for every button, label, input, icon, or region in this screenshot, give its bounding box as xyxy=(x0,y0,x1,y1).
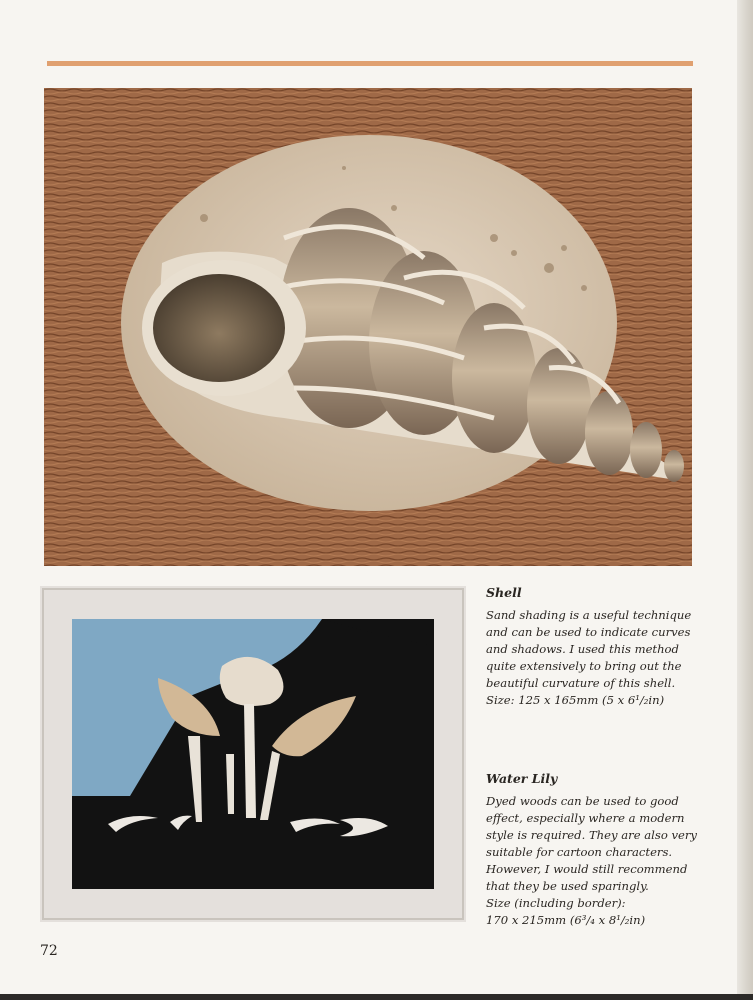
water-lily-caption-size-label: Size (including border): xyxy=(486,896,626,910)
shell-caption-title: Shell xyxy=(486,585,522,600)
water-lily-caption xyxy=(486,770,706,929)
shell-caption-body: Sand shading is a useful technique and can be used to indicate curves and shadows. I used this method quite extensively to bring out the beautiful curvature of this shell. xyxy=(486,608,692,690)
page-number: 72 xyxy=(40,943,58,959)
top-rule xyxy=(47,61,693,66)
water-lily-caption-title: Water Lily xyxy=(486,771,558,786)
bottom-shadow xyxy=(0,994,753,1000)
water-lily-caption-body: Dyed woods can be used to good effect, especially where a modern style is required. They are also very suitable for cartoon characters. However, I would still recommend that they be used sparingly. xyxy=(486,794,697,893)
shell-photo xyxy=(44,88,692,566)
shell-caption xyxy=(486,584,706,709)
page-edge xyxy=(737,0,753,1000)
shell-caption-size: Size: 125 x 165mm (5 x 6¹/₂in) xyxy=(486,693,665,707)
water-lily-caption-size: 170 x 215mm (6³/₄ x 8¹/₂in) xyxy=(486,913,646,927)
water-lily-photo xyxy=(40,586,466,922)
